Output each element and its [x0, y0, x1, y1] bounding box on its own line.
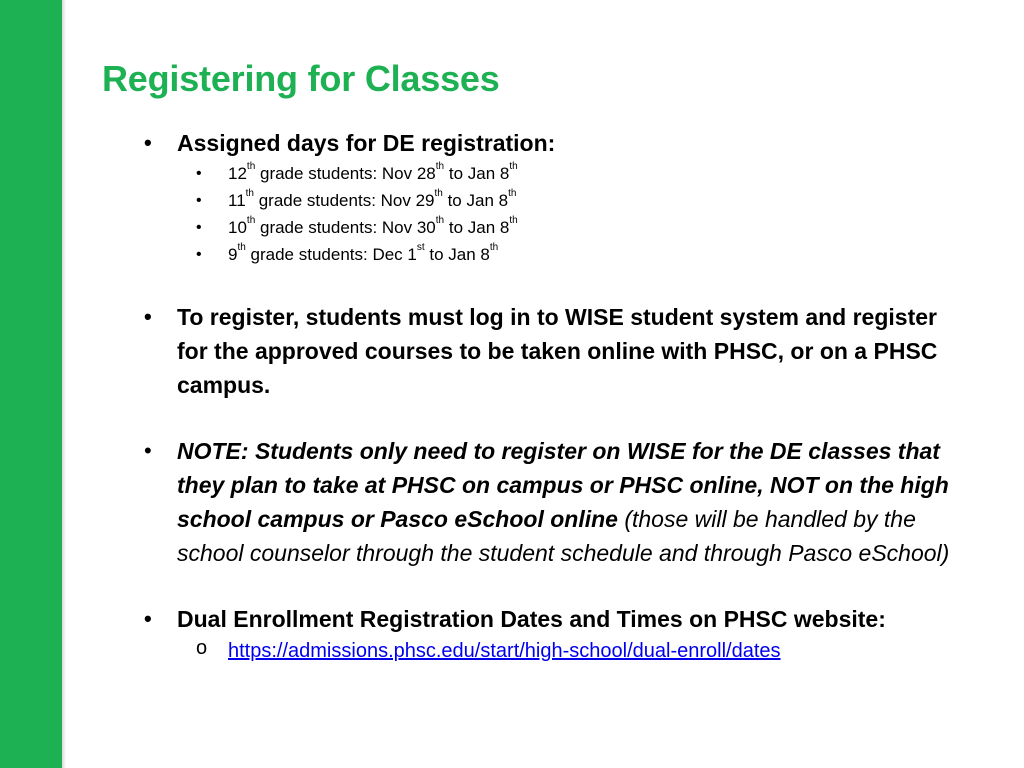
- bullet-icon: •: [144, 606, 152, 631]
- bullet-assigned-days: [140, 126, 950, 160]
- grade-dates-item-9: • 9th grade students: Dec 1st to Jan 8th: [192, 241, 950, 268]
- grade-dates-item-11: • 11th grade students: Nov 29th to Jan 8th: [192, 187, 950, 214]
- accent-side-bar: [0, 0, 62, 768]
- bullet-note: [140, 434, 950, 570]
- grade-dates-list: [140, 160, 950, 268]
- bullet-icon: •: [196, 246, 202, 263]
- grade-dates-item-12: • 12th grade students: Nov 28th to Jan 8th: [192, 160, 950, 187]
- bullet-register-instructions: [140, 300, 950, 402]
- dates-website-heading: Dual Enrollment Registration Dates and Times on PHSC website:: [177, 606, 886, 632]
- bullet-dates-website: [140, 602, 950, 636]
- slide-content: [140, 126, 950, 666]
- dates-link-item: [192, 636, 950, 666]
- bullet-icon: •: [196, 219, 202, 236]
- spacer: [140, 268, 950, 300]
- grade-dates-item-10: • 10th grade students: Nov 30th to Jan 8th: [192, 214, 950, 241]
- side-bar-shadow: [62, 0, 66, 768]
- bullet-icon: •: [144, 438, 152, 463]
- spacer: [140, 570, 950, 602]
- dual-enroll-dates-link[interactable]: https://admissions.phsc.edu/start/high-school/dual-enroll/dates: [228, 640, 781, 662]
- slide-title: Registering for Classes: [102, 58, 500, 99]
- bullet-icon: •: [144, 130, 152, 155]
- note-parenthetical-text: (those will be handled by the school counselor through the student schedule and through Pasco eSchool): [177, 506, 950, 566]
- bullet-icon: •: [144, 304, 152, 329]
- bullet-icon: •: [196, 192, 202, 209]
- note-emphasis-text: NOTE: Students only need to register on WISE for the DE classes that they plan to take at PHSC on campus or PHSC online, NOT on the high school campus or Pasco eSchool online: [177, 438, 949, 532]
- bullet-icon: •: [196, 165, 202, 182]
- assigned-days-heading: Assigned days for DE registration:: [177, 130, 556, 156]
- circle-bullet-icon: o: [196, 637, 208, 659]
- spacer: [140, 402, 950, 434]
- dates-link-list: [140, 636, 950, 666]
- register-instructions-text: To register, students must log in to WISE student system and register for the approved courses to be taken online with PHSC, or on a PHSC campus.: [177, 304, 938, 398]
